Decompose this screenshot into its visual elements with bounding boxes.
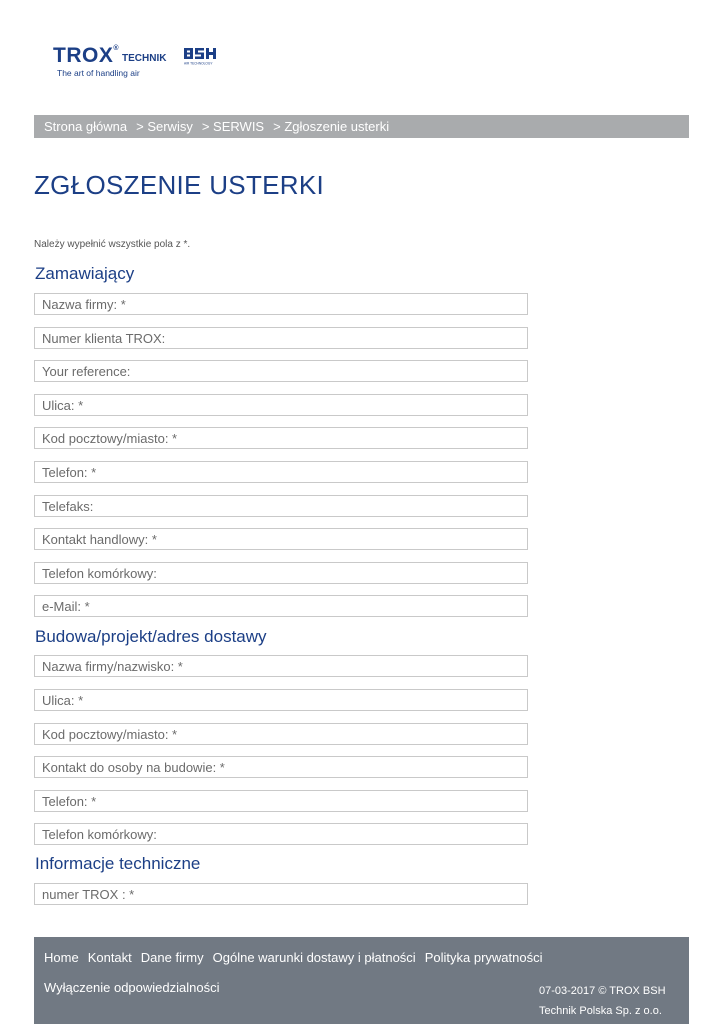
footer-link-disclaimer[interactable]: Wyłączenie odpowiedzialności [44,980,220,995]
mobile-phone-input[interactable] [34,562,528,584]
site-company-name-input[interactable] [34,655,528,677]
breadcrumb-home[interactable]: Strona główna [44,119,128,134]
postcode-city-input[interactable] [34,427,528,449]
footer-copyright [539,981,666,1021]
footer-link-terms[interactable]: Ogólne warunki dostawy i płatności [212,950,416,965]
trox-number-input[interactable] [34,883,528,905]
footer [34,937,689,1024]
footer-link-contact[interactable]: Kontakt [87,950,132,965]
required-fields-note: Należy wypełnić wszystkie pola z *. [34,239,191,250]
bsh-logo-icon [184,48,218,66]
breadcrumb [34,115,689,138]
email-input[interactable] [34,595,528,617]
page-title: ZGŁOSZENIE USTERKI [34,170,325,200]
sales-contact-input[interactable] [34,528,528,550]
footer-link-home[interactable]: Home [44,950,79,965]
section-title-ordering: Zamawiający [35,264,135,283]
site-postcode-city-input[interactable] [34,723,528,745]
footer-links [44,950,551,965]
section-title-technical: Informacje techniczne [35,854,201,873]
footer-copyright-line1: © TROX BSH [598,985,666,997]
footer-link-privacy[interactable]: Polityka prywatności [424,950,543,965]
logo-technik: TECHNIK [122,53,167,64]
breadcrumb-current[interactable]: > Zgłoszenie usterki [273,119,390,134]
footer-date: 07-03-2017 [539,985,596,997]
phone-input[interactable] [34,461,528,483]
logo-brand: TROX® [53,44,120,67]
trox-logo[interactable] [53,44,223,84]
footer-link-company-data[interactable]: Dane firmy [140,950,204,965]
site-street-input[interactable] [34,689,528,711]
breadcrumb-serwis[interactable]: > SERWIS [201,119,265,134]
street-input[interactable] [34,394,528,416]
your-reference-input[interactable] [34,360,528,382]
company-name-input[interactable] [34,293,528,315]
footer-copyright-line2: Technik Polska Sp. z o.o. [539,1005,662,1017]
site-mobile-phone-input[interactable] [34,823,528,845]
logo-tagline: The art of handling air [57,68,140,78]
site-phone-input[interactable] [34,790,528,812]
fax-input[interactable] [34,495,528,517]
logo-partner-caption: AIR TECHNOLOGY [184,61,213,66]
trox-customer-number-input[interactable] [34,327,528,349]
site-contact-person-input[interactable] [34,756,528,778]
breadcrumb-serwisy[interactable]: > Serwisy [136,119,193,134]
section-title-site: Budowa/projekt/adres dostawy [35,627,267,646]
